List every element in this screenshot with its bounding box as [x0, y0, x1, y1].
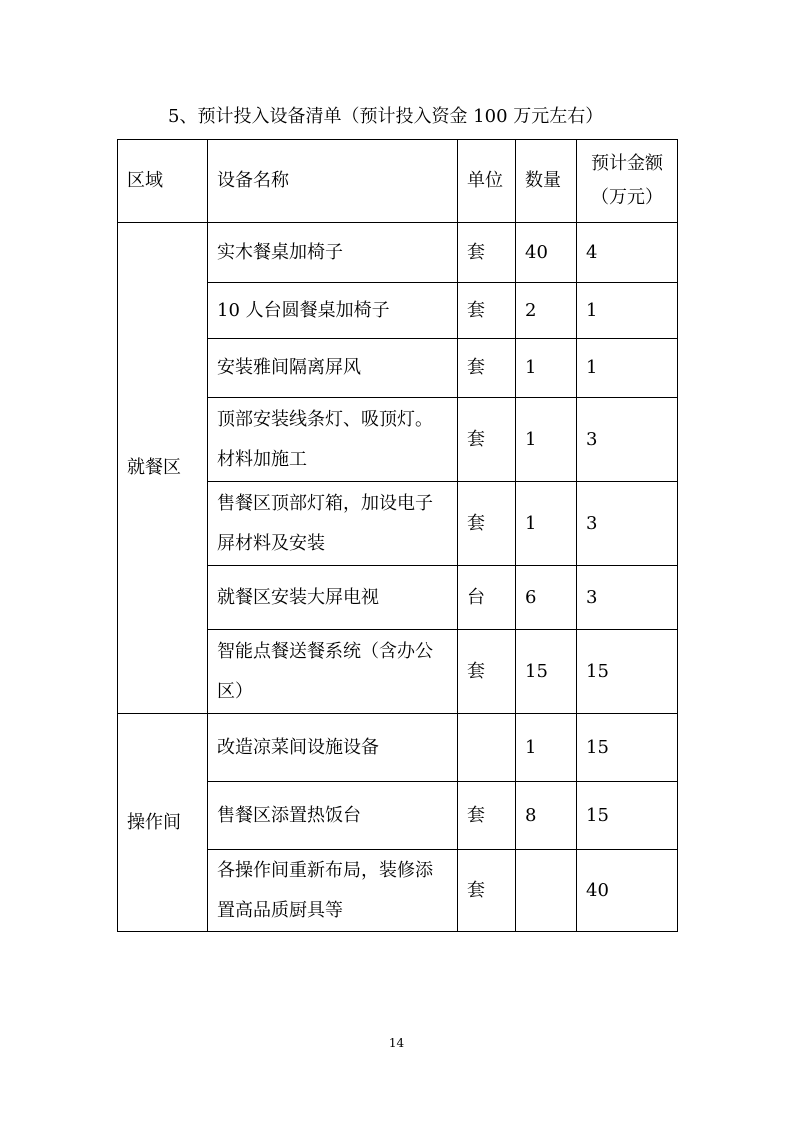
unit-cell	[458, 714, 516, 782]
unit-cell: 套	[458, 482, 516, 566]
equipment-name-cell: 智能点餐送餐系统（含办公区）	[208, 630, 458, 714]
quantity-cell: 2	[516, 283, 577, 339]
amount-cell: 40	[577, 850, 678, 932]
quantity-cell: 40	[516, 223, 577, 283]
unit-cell: 台	[458, 566, 516, 630]
amount-cell: 3	[577, 566, 678, 630]
quantity-cell: 6	[516, 566, 577, 630]
header-amount-line1: 预计金额	[591, 153, 663, 174]
quantity-cell: 1	[516, 482, 577, 566]
equipment-table	[117, 139, 678, 932]
quantity-cell: 1	[516, 714, 577, 782]
header-unit: 单位	[458, 140, 516, 223]
unit-cell: 套	[458, 850, 516, 932]
quantity-cell	[516, 850, 577, 932]
amount-cell: 3	[577, 482, 678, 566]
quantity-cell: 8	[516, 782, 577, 850]
header-name: 设备名称	[208, 140, 458, 223]
amount-cell: 4	[577, 223, 678, 283]
page-number: 14	[388, 1036, 405, 1050]
amount-cell: 15	[577, 782, 678, 850]
unit-cell: 套	[458, 782, 516, 850]
quantity-cell: 1	[516, 339, 577, 398]
table-header-row	[118, 140, 678, 223]
amount-cell: 3	[577, 398, 678, 482]
amount-cell: 1	[577, 283, 678, 339]
amount-cell: 15	[577, 714, 678, 782]
header-amount-line2: （万元）	[591, 187, 663, 208]
unit-cell: 套	[458, 283, 516, 339]
header-amount	[577, 140, 678, 223]
equipment-name-cell: 实木餐桌加椅子	[208, 223, 458, 283]
region-cell: 操作间	[118, 714, 208, 932]
equipment-name-cell: 顶部安装线条灯、吸顶灯。材料加施工	[208, 398, 458, 482]
unit-cell: 套	[458, 398, 516, 482]
equipment-name-cell: 改造凉菜间设施设备	[208, 714, 458, 782]
equipment-name-cell: 售餐区顶部灯箱，加设电子屏材料及安装	[208, 482, 458, 566]
equipment-name-cell: 10 人台圆餐桌加椅子	[208, 283, 458, 339]
table-row	[118, 223, 678, 283]
equipment-name-cell: 安装雅间隔离屏风	[208, 339, 458, 398]
section-heading: 5、预计投入设备清单（预计投入资金 100 万元左右）	[168, 106, 604, 127]
header-quantity: 数量	[516, 140, 577, 223]
equipment-name-cell: 售餐区添置热饭台	[208, 782, 458, 850]
amount-cell: 15	[577, 630, 678, 714]
amount-cell: 1	[577, 339, 678, 398]
quantity-cell: 1	[516, 398, 577, 482]
unit-cell: 套	[458, 339, 516, 398]
equipment-name-cell: 就餐区安装大屏电视	[208, 566, 458, 630]
quantity-cell: 15	[516, 630, 577, 714]
table-row	[118, 714, 678, 782]
header-region: 区域	[118, 140, 208, 223]
unit-cell: 套	[458, 630, 516, 714]
equipment-name-cell: 各操作间重新布局，装修添置高品质厨具等	[208, 850, 458, 932]
unit-cell: 套	[458, 223, 516, 283]
region-cell: 就餐区	[118, 223, 208, 714]
